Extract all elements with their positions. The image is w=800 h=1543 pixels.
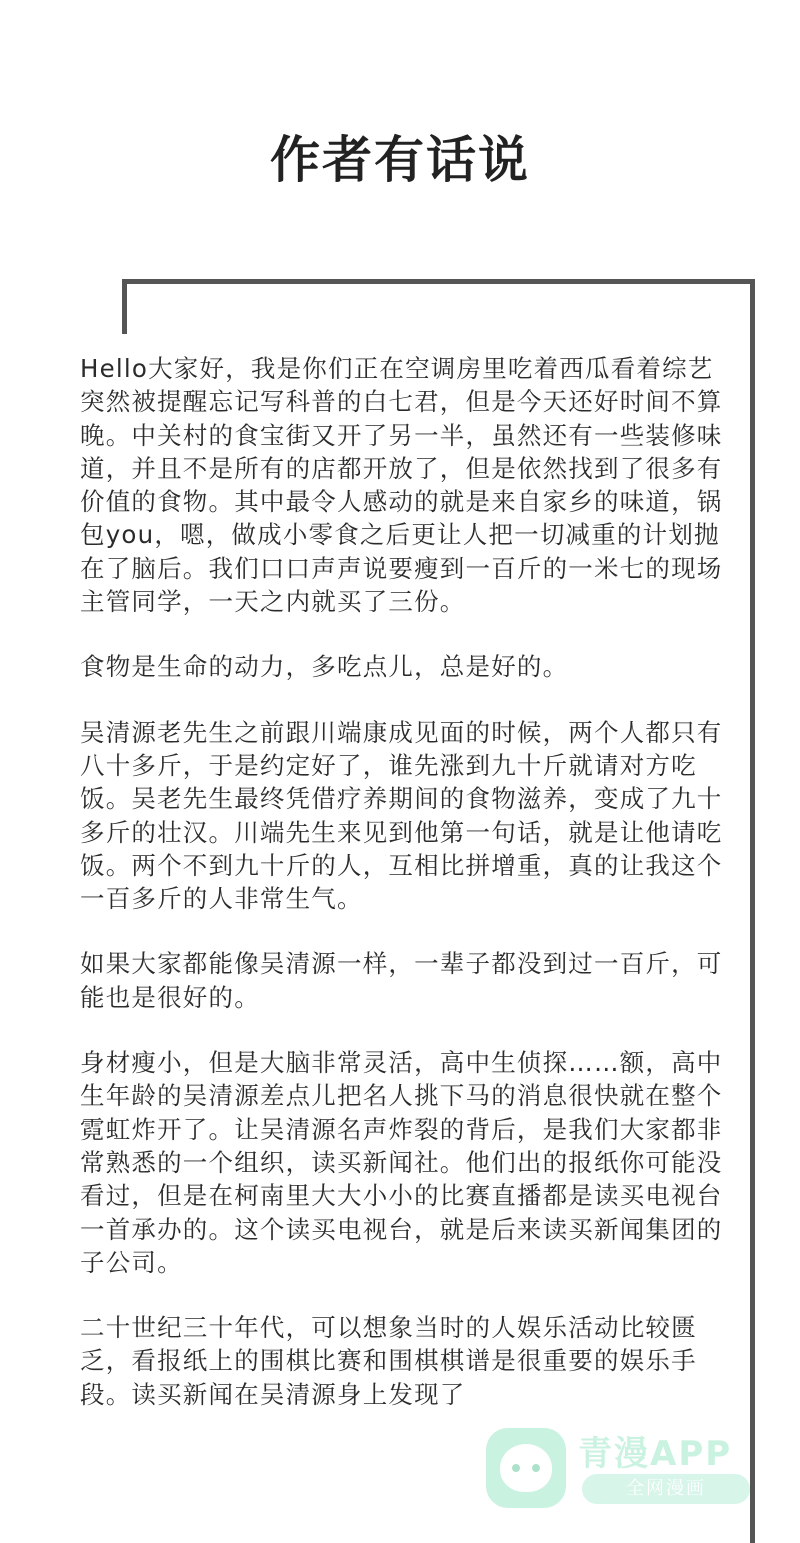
watermark-name: 青漫APP <box>578 1434 733 1474</box>
frame-left-border <box>122 279 127 334</box>
paragraph-intro: Hello大家好，我是你们正在空调房里吃着西瓜看着综艺突然被提醒忘记写科普的白七君，但是今天还好时间不算晚。中关村的食宝街又开了另一半，虽然还有一些装修味道，并且不是所有的店都开放了，但是依然找到了很多有价值的食物。其中最令人感动的就是来自家乡的味道，锅包you，嗯，做成小零食之后更让人把一切减重的计划抛在了脑后。我们口口声声说要瘦到一百斤的一米七的现场主管同学，一天之内就买了三份。 <box>80 354 723 617</box>
paragraph-wu-kawabata: 吴清源老先生之前跟川端康成见面的时候，两个人都只有八十多斤，于是约定好了，谁先涨到九十斤就请对方吃饭。吴老先生最终凭借疗养期间的食物滋养，变成了九十多斤的壮汉。川端先生来见到他第一句话，就是让他请吃饭。两个不到九十斤的人，互相比拼增重，真的让我这个一百多斤的人非常生气。 <box>80 717 723 914</box>
paragraph-hundred-jin: 如果大家都能像吴清源一样，一辈子都没到过一百斤，可能也是很好的。 <box>80 949 723 1012</box>
article-body <box>80 352 728 1443</box>
app-watermark <box>486 1424 756 1516</box>
cat-logo-icon <box>486 1428 566 1508</box>
paragraph-yomiuri: 身材瘦小，但是大脑非常灵活，高中生侦探……额，高中生年龄的吴清源差点儿把名人挑下马的消息很快就在整个霓虹炸开了。让吴清源名声炸裂的背后，是我们大家都非常熟悉的一个组织，读买新闻社。他们出的报纸你可能没看过，但是在柯南里大大小小的比赛直播都是读买电视台一首承办的。这个读买电视台，就是后来读买新闻集团的子公司。 <box>80 1048 723 1277</box>
watermark-subtitle: 全网漫画 <box>582 1474 750 1504</box>
paragraph-food: 食物是生命的动力，多吃点儿，总是好的。 <box>80 652 569 682</box>
frame-right-border <box>750 279 755 1543</box>
page-title: 作者有话说 <box>270 130 530 189</box>
paragraph-1930s: 二十世纪三十年代，可以想象当时的人娱乐活动比较匮乏，看报纸上的围棋比赛和围棋棋谱是很重要的娱乐手段。读买新闻在吴清源身上发现了 <box>80 1313 697 1409</box>
frame-top-border <box>122 279 755 284</box>
